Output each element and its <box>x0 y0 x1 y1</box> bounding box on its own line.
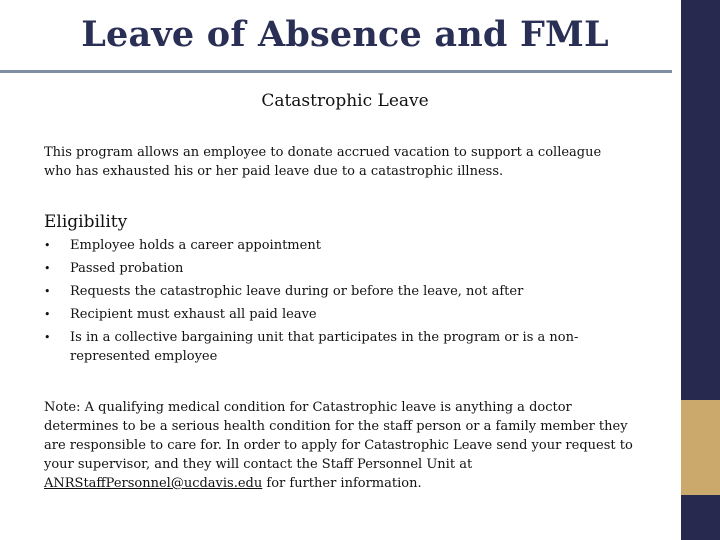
sidebar-navy-bottom <box>681 495 720 540</box>
email-link[interactable]: ANRStaffPersonnel@ucdavis.edu <box>44 476 263 491</box>
sidebar-gap <box>672 0 681 540</box>
note-paragraph <box>44 398 654 493</box>
bullet-icon: • <box>44 285 51 298</box>
list-item <box>44 305 624 324</box>
intro-paragraph <box>44 143 654 181</box>
list-item-text-continued: represented employee <box>70 349 218 364</box>
list-item <box>44 259 624 278</box>
list-item <box>44 236 624 255</box>
list-item <box>44 328 624 366</box>
note-line-2: determines to be a serious health condition for the staff person or a family member they <box>44 419 628 434</box>
list-item-text: Requests the catastrophic leave during or before the leave, not after <box>70 284 524 299</box>
note-line-3: are responsible to care for. In order to apply for Catastrophic Leave send your request to <box>44 438 633 453</box>
list-item-text: Recipient must exhaust all paid leave <box>70 307 317 322</box>
section-subtitle: Catastrophic Leave <box>261 91 429 111</box>
list-item-text: Passed probation <box>70 261 184 276</box>
bullet-icon: • <box>44 262 51 275</box>
list-item <box>44 282 624 301</box>
intro-line-1: This program allows an employee to donate accrued vacation to support a colleague <box>44 145 602 160</box>
list-item-text: Employee holds a career appointment <box>70 238 321 253</box>
sidebar-gold-block <box>681 400 720 495</box>
note-email-suffix: for further information. <box>262 476 422 491</box>
eligibility-heading: Eligibility <box>44 212 128 232</box>
page-title: Leave of Absence and FML <box>81 14 609 55</box>
list-item-text: Is in a collective bargaining unit that participates in the program or is a non- <box>70 330 579 345</box>
intro-line-2: who has exhausted his or her paid leave due to a catastrophic illness. <box>44 164 504 179</box>
sidebar-navy-top <box>681 0 720 400</box>
eligibility-list <box>44 236 624 370</box>
bullet-icon: • <box>44 239 51 252</box>
note-line-1: Note: A qualifying medical condition for Catastrophic leave is anything a doctor <box>44 400 572 415</box>
decorative-sidebar <box>672 0 720 540</box>
title-divider <box>0 70 672 73</box>
note-line-4: your supervisor, and they will contact the Staff Personnel Unit at <box>44 457 473 472</box>
bullet-icon: • <box>44 331 51 344</box>
bullet-icon: • <box>44 308 51 321</box>
